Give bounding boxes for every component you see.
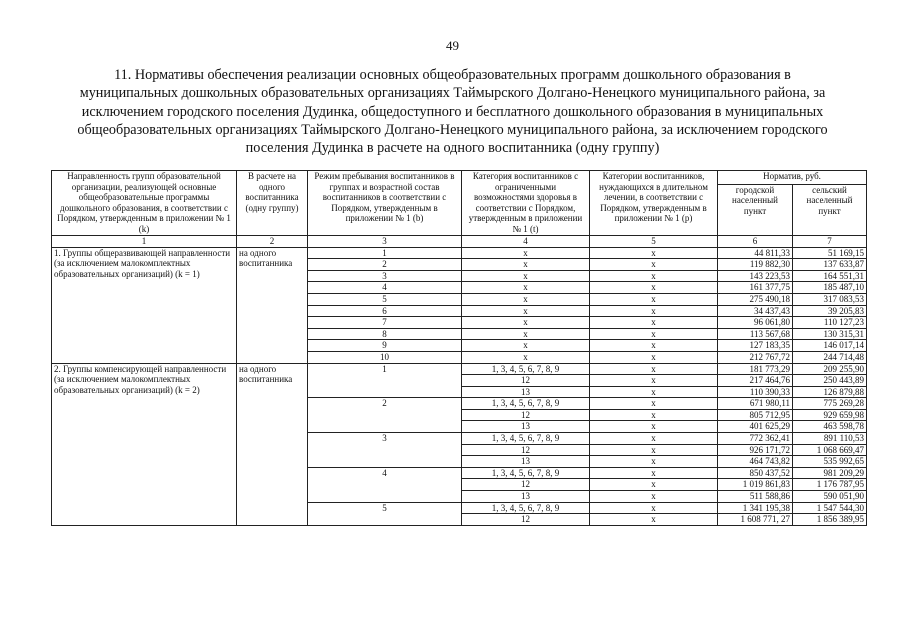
- treatment-cell: х: [590, 375, 718, 387]
- treatment-cell: х: [590, 363, 718, 375]
- city-norm-cell: 113 567,68: [718, 328, 793, 340]
- city-norm-cell: 464 743,82: [718, 456, 793, 468]
- regime-cell: 4: [308, 467, 462, 502]
- regime-cell: 1: [308, 363, 462, 398]
- regime-cell: 2: [308, 259, 462, 271]
- table-row: [52, 247, 867, 259]
- city-norm-cell: 805 712,95: [718, 409, 793, 421]
- rural-norm-cell: 590 051,90: [793, 491, 867, 503]
- treatment-cell: х: [590, 444, 718, 456]
- regime-cell: 6: [308, 305, 462, 317]
- rural-norm-cell: 981 209,29: [793, 467, 867, 479]
- header-category: Категория воспитанников с ограниченными возможностями здоровья в соответствии с Порядком, утвержденным в приложении № 1 (t): [462, 171, 590, 236]
- rural-norm-cell: 130 315,31: [793, 328, 867, 340]
- treatment-cell: х: [590, 491, 718, 503]
- category-cell: 13: [462, 421, 590, 433]
- treatment-cell: х: [590, 433, 718, 445]
- treatment-cell: х: [590, 282, 718, 294]
- category-cell: 12: [462, 514, 590, 526]
- city-norm-cell: 96 061,80: [718, 317, 793, 329]
- treatment-cell: х: [590, 409, 718, 421]
- treatment-cell: х: [590, 456, 718, 468]
- header-regime: Режим пребывания воспитанников в группах и возрастной состав воспитанников в соответствии с Порядком, утвержденным в приложении № 1 (b): [308, 171, 462, 236]
- header-direction: Направленность групп образовательной организации, реализующей основные общеобразовательные программы дошкольного образования, в соответствии с Порядком, утвержденным в приложении № 1 (k): [52, 171, 237, 236]
- category-cell: х: [462, 259, 590, 271]
- treatment-cell: х: [590, 259, 718, 271]
- treatment-cell: х: [590, 467, 718, 479]
- city-norm-cell: 850 437,52: [718, 467, 793, 479]
- rural-norm-cell: 110 127,23: [793, 317, 867, 329]
- table-body: [52, 247, 867, 525]
- city-norm-cell: 110 390,33: [718, 386, 793, 398]
- treatment-cell: х: [590, 398, 718, 410]
- city-norm-cell: 926 171,72: [718, 444, 793, 456]
- regime-cell: 5: [308, 502, 462, 525]
- category-cell: 12: [462, 444, 590, 456]
- regime-cell: 5: [308, 293, 462, 305]
- treatment-cell: х: [590, 270, 718, 282]
- regime-cell: 7: [308, 317, 462, 329]
- category-cell: 12: [462, 479, 590, 491]
- column-number: 2: [237, 235, 308, 247]
- category-cell: 12: [462, 375, 590, 387]
- header-city: городской населенный пункт: [718, 184, 793, 235]
- treatment-cell: х: [590, 421, 718, 433]
- column-number: 3: [308, 235, 462, 247]
- category-cell: х: [462, 293, 590, 305]
- rural-norm-cell: 535 992,65: [793, 456, 867, 468]
- rural-norm-cell: 185 487,10: [793, 282, 867, 294]
- category-cell: х: [462, 328, 590, 340]
- city-norm-cell: 671 980,11: [718, 398, 793, 410]
- city-norm-cell: 217 464,76: [718, 375, 793, 387]
- regime-cell: 2: [308, 398, 462, 433]
- treatment-cell: х: [590, 293, 718, 305]
- treatment-cell: х: [590, 328, 718, 340]
- per-unit-cell: на одного воспитанника: [237, 363, 308, 525]
- per-unit-cell: на одного воспитанника: [237, 247, 308, 363]
- category-cell: 1, 3, 4, 5, 6, 7, 8, 9: [462, 502, 590, 514]
- city-norm-cell: 127 183,35: [718, 340, 793, 352]
- rural-norm-cell: 929 659,98: [793, 409, 867, 421]
- category-cell: 13: [462, 456, 590, 468]
- rural-norm-cell: 250 443,89: [793, 375, 867, 387]
- header-norm: Норматив, руб.: [718, 171, 867, 185]
- category-cell: х: [462, 270, 590, 282]
- rural-norm-cell: 1 068 669,47: [793, 444, 867, 456]
- rural-norm-cell: 775 269,28: [793, 398, 867, 410]
- treatment-cell: х: [590, 502, 718, 514]
- page-number: 49: [446, 38, 459, 53]
- table-row: [52, 363, 867, 375]
- category-cell: х: [462, 340, 590, 352]
- group-direction-cell: 2. Группы компенсирующей направленности (за исключением малокомплектных образовательных организаций) (k = 2): [52, 363, 237, 525]
- rural-norm-cell: 209 255,90: [793, 363, 867, 375]
- city-norm-cell: 161 377,75: [718, 282, 793, 294]
- city-norm-cell: 511 588,86: [718, 491, 793, 503]
- column-number: 7: [793, 235, 867, 247]
- regime-cell: 9: [308, 340, 462, 352]
- category-cell: 1, 3, 4, 5, 6, 7, 8, 9: [462, 398, 590, 410]
- city-norm-cell: 401 625,29: [718, 421, 793, 433]
- city-norm-cell: 181 773,29: [718, 363, 793, 375]
- regime-cell: 1: [308, 247, 462, 259]
- treatment-cell: х: [590, 340, 718, 352]
- regime-cell: 4: [308, 282, 462, 294]
- treatment-cell: х: [590, 305, 718, 317]
- city-norm-cell: 1 608 771, 27: [718, 514, 793, 526]
- treatment-cell: х: [590, 479, 718, 491]
- header-treatment: Категории воспитанников, нуждающихся в длительном лечении, в соответствии с Порядком, утвержденным в приложении № 1 (p): [590, 171, 718, 236]
- rural-norm-cell: 146 017,14: [793, 340, 867, 352]
- city-norm-cell: 1 019 861,83: [718, 479, 793, 491]
- rural-norm-cell: 1 547 544,30: [793, 502, 867, 514]
- norms-table: [51, 170, 867, 526]
- treatment-cell: х: [590, 317, 718, 329]
- rural-norm-cell: 463 598,78: [793, 421, 867, 433]
- treatment-cell: х: [590, 247, 718, 259]
- regime-cell: 3: [308, 270, 462, 282]
- category-cell: 13: [462, 386, 590, 398]
- regime-cell: 8: [308, 328, 462, 340]
- column-number: 1: [52, 235, 237, 247]
- city-norm-cell: 1 341 195,38: [718, 502, 793, 514]
- category-cell: х: [462, 282, 590, 294]
- rural-norm-cell: 126 879,88: [793, 386, 867, 398]
- regime-cell: 10: [308, 351, 462, 363]
- city-norm-cell: 212 767,72: [718, 351, 793, 363]
- rural-norm-cell: 137 633,87: [793, 259, 867, 271]
- rural-norm-cell: 39 205,83: [793, 305, 867, 317]
- rural-norm-cell: 891 110,53: [793, 433, 867, 445]
- category-cell: 1, 3, 4, 5, 6, 7, 8, 9: [462, 433, 590, 445]
- treatment-cell: х: [590, 351, 718, 363]
- city-norm-cell: 772 362,41: [718, 433, 793, 445]
- rural-norm-cell: 317 083,53: [793, 293, 867, 305]
- city-norm-cell: 119 882,30: [718, 259, 793, 271]
- city-norm-cell: 275 490,18: [718, 293, 793, 305]
- treatment-cell: х: [590, 386, 718, 398]
- rural-norm-cell: 51 169,15: [793, 247, 867, 259]
- category-cell: х: [462, 317, 590, 329]
- rural-norm-cell: 1 856 389,95: [793, 514, 867, 526]
- group-direction-cell: 1. Группы общеразвивающей направленности (за исключением малокомплектных образовательных организаций) (k = 1): [52, 247, 237, 363]
- treatment-cell: х: [590, 514, 718, 526]
- city-norm-cell: 34 437,43: [718, 305, 793, 317]
- header-per-unit: В расчете на одного воспитанника (одну группу): [237, 171, 308, 236]
- city-norm-cell: 143 223,53: [718, 270, 793, 282]
- category-cell: 12: [462, 409, 590, 421]
- category-cell: 13: [462, 491, 590, 503]
- category-cell: 1, 3, 4, 5, 6, 7, 8, 9: [462, 467, 590, 479]
- category-cell: х: [462, 351, 590, 363]
- rural-norm-cell: 1 176 787,95: [793, 479, 867, 491]
- header-rural: сельский населенный пункт: [793, 184, 867, 235]
- rural-norm-cell: 164 551,31: [793, 270, 867, 282]
- category-cell: х: [462, 305, 590, 317]
- section-title: 11. Нормативы обеспечения реализации основных общеобразовательных программ дошкольного образования в муниципальных дошкольных образовательных организациях Таймырского Долгано-Ненецкого муниципального района, за исключением городского поселения Дудинка, общедоступного и бесплатного дошкольного образования в муниципальных общеобразовательных организациях Таймырского Долгано-Ненецкого муниципального района, за исключением городского поселения Дудинка в расчете на одного воспитанника (одну группу): [77, 67, 828, 157]
- category-cell: 1, 3, 4, 5, 6, 7, 8, 9: [462, 363, 590, 375]
- category-cell: х: [462, 247, 590, 259]
- column-number: 5: [590, 235, 718, 247]
- city-norm-cell: 44 811,33: [718, 247, 793, 259]
- column-number: 6: [718, 235, 793, 247]
- column-number: 4: [462, 235, 590, 247]
- regime-cell: 3: [308, 433, 462, 468]
- rural-norm-cell: 244 714,48: [793, 351, 867, 363]
